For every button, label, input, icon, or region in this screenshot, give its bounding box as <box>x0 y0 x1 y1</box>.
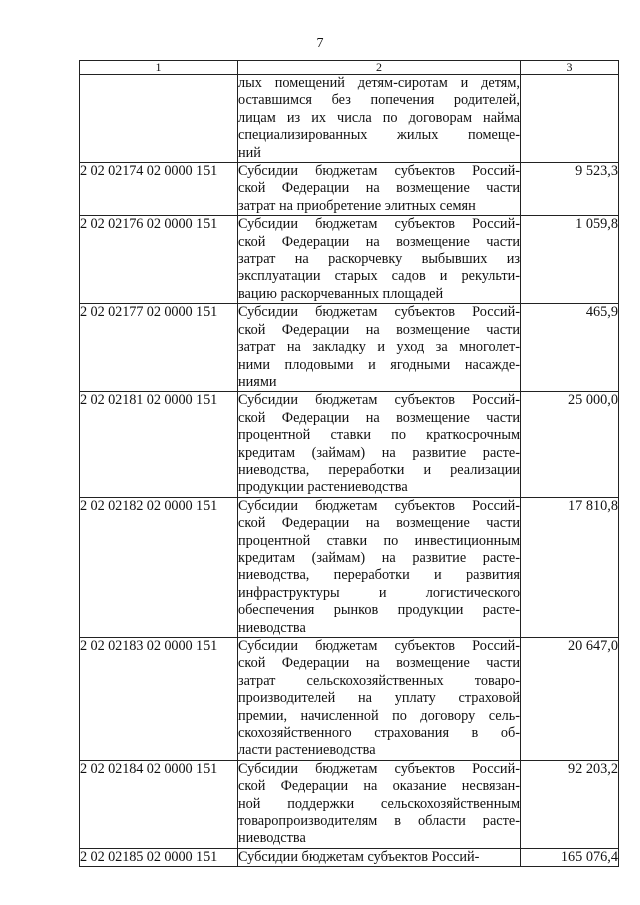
table-row <box>80 760 619 848</box>
description-line: Субсидии бюджетам субъектов Россий- <box>238 638 520 654</box>
description-line: лицам из их числа по договорам найма <box>238 109 520 126</box>
description <box>238 75 521 163</box>
description-line: Субсидии бюджетам субъектов Россий- <box>238 392 520 409</box>
description-line: ской Федерации на возмещение части <box>238 409 520 426</box>
description <box>238 304 521 392</box>
amount: 165 076,4 <box>521 848 619 866</box>
description-line: продукции растениеводства <box>238 479 408 496</box>
header-col-3: 3 <box>521 61 619 75</box>
amount: 9 523,3 <box>521 163 619 216</box>
description-line: Субсидии бюджетам субъектов Россий- <box>238 163 520 180</box>
description-line: ской Федерации на возмещение части <box>238 655 520 672</box>
description-line: производителей на уплату страховой <box>238 690 520 707</box>
description <box>238 163 521 216</box>
description-line: ной поддержки сельскохозяйственным <box>238 795 520 812</box>
description-line: вацию раскорчеванных площадей <box>238 285 444 302</box>
amount: 25 000,0 <box>521 392 619 497</box>
description-line: товаропроизводителям в области расте- <box>238 813 520 830</box>
description-line: скохозяйственного страхования в об- <box>238 725 520 742</box>
description-line: ниеводства, переработки и развития <box>238 567 520 584</box>
budget-code: 2 02 02174 02 0000 151 <box>80 163 238 216</box>
amount: 20 647,0 <box>521 638 619 761</box>
amount: 17 810,8 <box>521 497 619 637</box>
table-row <box>80 497 619 637</box>
description <box>238 760 521 848</box>
description-line: специализированных жилых помеще- <box>238 127 520 144</box>
budget-code: 2 02 02176 02 0000 151 <box>80 216 238 304</box>
description-line: кредитам (займам) на развитие расте- <box>238 444 520 461</box>
description-line: затрат на приобретение элитных семян <box>238 197 476 214</box>
description-line: ниеводства <box>238 830 306 847</box>
description-line: затрат на раскорчевку выбывших из <box>238 251 520 268</box>
description-line: ской Федерации на возмещение части <box>238 180 520 197</box>
amount: 465,9 <box>521 304 619 392</box>
description <box>238 497 521 637</box>
description-line: Субсидии бюджетам субъектов Россий- <box>238 760 520 777</box>
description <box>238 216 521 304</box>
table-row <box>80 638 619 761</box>
description-line: Субсидии бюджетам субъектов Россий- <box>238 304 520 321</box>
table-row <box>80 163 619 216</box>
description-line: ской Федерации на возмещение части <box>238 233 520 250</box>
amount: 92 203,2 <box>521 760 619 848</box>
table-row <box>80 848 619 866</box>
table-row <box>80 216 619 304</box>
description-line: Субсидии бюджетам субъектов Россий- <box>238 848 480 865</box>
description-line: ниеводства, переработки и реализации <box>238 461 520 478</box>
page-number: 7 <box>316 36 324 51</box>
description-line: затрат сельскохозяйственных товаро- <box>238 672 520 689</box>
description-line: премии, начисленной по договору сель- <box>238 707 520 724</box>
description <box>238 392 521 497</box>
budget-code: 2 02 02181 02 0000 151 <box>80 392 238 497</box>
budget-table <box>79 60 619 867</box>
description <box>238 638 521 761</box>
description-line: ний <box>238 144 261 161</box>
description-line: ниеводства <box>238 619 306 636</box>
budget-code: 2 02 02183 02 0000 151 <box>80 638 238 761</box>
table-row <box>80 304 619 392</box>
description-line: Субсидии бюджетам субъектов Россий- <box>238 497 520 514</box>
description-line: ской Федерации на возмещение части <box>238 321 520 338</box>
budget-code: 2 02 02184 02 0000 151 <box>80 760 238 848</box>
description-line: процентной ставки по краткосрочным <box>238 427 520 444</box>
description-line: ниями <box>238 373 277 390</box>
description-line: ними плодовыми и ягодными насажде- <box>238 356 520 373</box>
header-col-1: 1 <box>80 61 238 75</box>
description-line: оставшимся без попечения родителей, <box>238 92 520 109</box>
table-row <box>80 392 619 497</box>
amount: 1 059,8 <box>521 216 619 304</box>
header-row <box>80 61 619 75</box>
description-line: ской Федерации на возмещение части <box>238 515 520 532</box>
amount <box>521 75 619 163</box>
description-line: процентной ставки по инвестиционным <box>238 532 520 549</box>
description-line: ской Федерации на оказание несвязан- <box>238 778 520 795</box>
table-row <box>80 75 619 163</box>
description-line: затрат на закладку и уход за многолет- <box>238 339 520 356</box>
description-line: ласти растениеводства <box>238 742 376 759</box>
description <box>238 848 521 866</box>
description-line: кредитам (займам) на развитие расте- <box>238 549 520 566</box>
budget-code <box>80 75 238 163</box>
description-line: Субсидии бюджетам субъектов Россий- <box>238 216 520 233</box>
budget-code: 2 02 02177 02 0000 151 <box>80 304 238 392</box>
description-line: обеспечения рынков продукции расте- <box>238 602 520 619</box>
budget-code: 2 02 02185 02 0000 151 <box>80 848 238 866</box>
description-line: лых помещений детям-сиротам и детям, <box>238 75 520 91</box>
description-line: инфраструктуры и логистического <box>238 584 520 601</box>
description-line: эксплуатации старых садов и рекульти- <box>238 268 520 285</box>
budget-code: 2 02 02182 02 0000 151 <box>80 497 238 637</box>
header-col-2: 2 <box>238 61 521 75</box>
